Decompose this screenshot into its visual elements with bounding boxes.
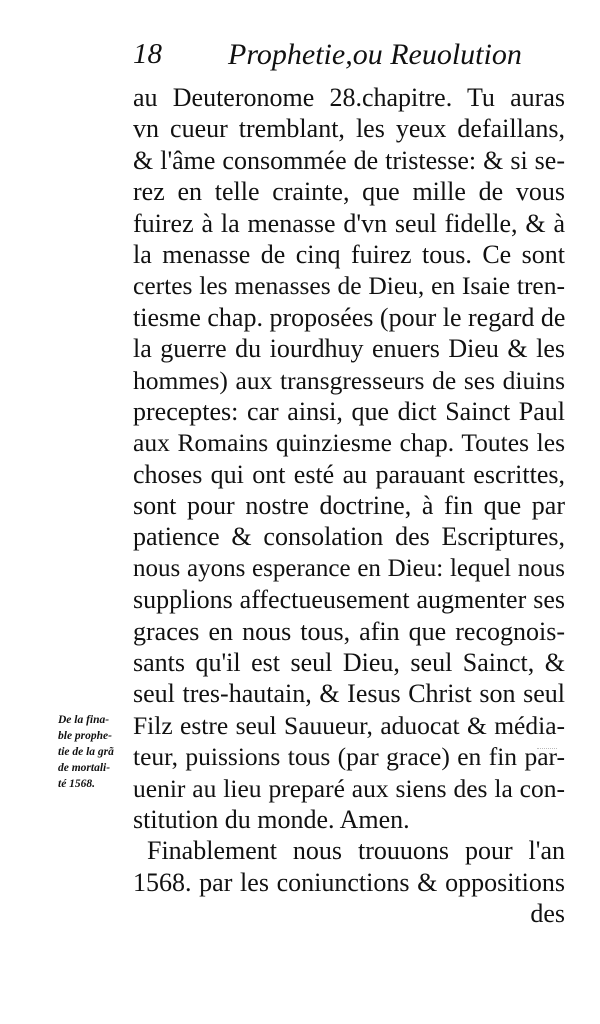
body-text — [133, 82, 565, 930]
text-line: patience & consolation des Escriptures, — [133, 522, 565, 552]
margin-note-line: té 1568. — [58, 778, 96, 790]
text-line: seul tres-hautain, & Iesus Christ son seul — [133, 679, 565, 709]
text-line: sants qu'il est seul Dieu, seul Sainct, & — [133, 648, 565, 678]
text-line: la guerre du iourdhuy enuers Dieu & les — [133, 334, 565, 364]
text-line: Finablement nous trouuons pour l'an — [147, 836, 565, 866]
text-line: & l'âme consommée de tristesse: & si se- — [133, 145, 565, 175]
text-line: au Deuteronome 28.chapitre. Tu auras — [133, 83, 565, 112]
text-line: supplions affectueusement augmenter ses — [133, 585, 565, 615]
catchword: des — [530, 899, 565, 929]
text-line: vn cueur tremblant, les yeux defaillans, — [133, 114, 565, 144]
text-line: stitution du monde. Amen. — [133, 804, 410, 834]
text-line: choses qui ont esté au parauant escrittes, — [133, 459, 565, 489]
margin-note-line: De la fina- — [58, 714, 110, 726]
text-line: tiesme chap. proposées (pour le regard de — [133, 302, 566, 332]
text-line: aux Romains quinziesme chap. Toutes les — [133, 428, 565, 458]
text-line: nous ayons esperance en Dieu: lequel nous — [133, 554, 565, 582]
page-number: 18 — [133, 38, 162, 70]
text-line: teur, puissions tous (par grace) en fin par- — [133, 742, 565, 772]
text-line: rez en telle crainte, que mille de vous — [133, 177, 565, 207]
text-line: 1568. par les coniunctions & oppositions — [133, 867, 565, 897]
text-line: hommes) aux transgresseurs de ses diuins — [133, 365, 565, 395]
text-line: uenir au lieu preparé aux siens des la con- — [133, 773, 565, 803]
margin-note — [58, 712, 132, 792]
text-line: preceptes: car ainsi, que dict Sainct Paul — [133, 396, 565, 426]
ink-smudge — [537, 748, 557, 757]
margin-note-line: tie de la grã — [58, 746, 114, 758]
text-line: fuirez à la menasse d'vn seul fidelle, & à — [133, 208, 565, 238]
text-line: sont pour nostre doctrine, à fin que par — [133, 491, 565, 521]
text-line: Filz estre seul Sauueur, aduocat & média- — [133, 710, 565, 740]
running-title: Prophetie,ou Reuolution — [228, 38, 522, 71]
text-line: graces en nous tous, afin que recognois- — [133, 616, 565, 646]
text-line: la menasse de cinq fuirez tous. Ce sont — [133, 239, 565, 269]
text-line: certes les menasses de Dieu, en Isaie tren- — [133, 271, 565, 301]
page-header — [133, 38, 563, 78]
margin-note-line: ble prophe- — [58, 730, 112, 742]
margin-note-line: de mortali- — [58, 762, 111, 774]
